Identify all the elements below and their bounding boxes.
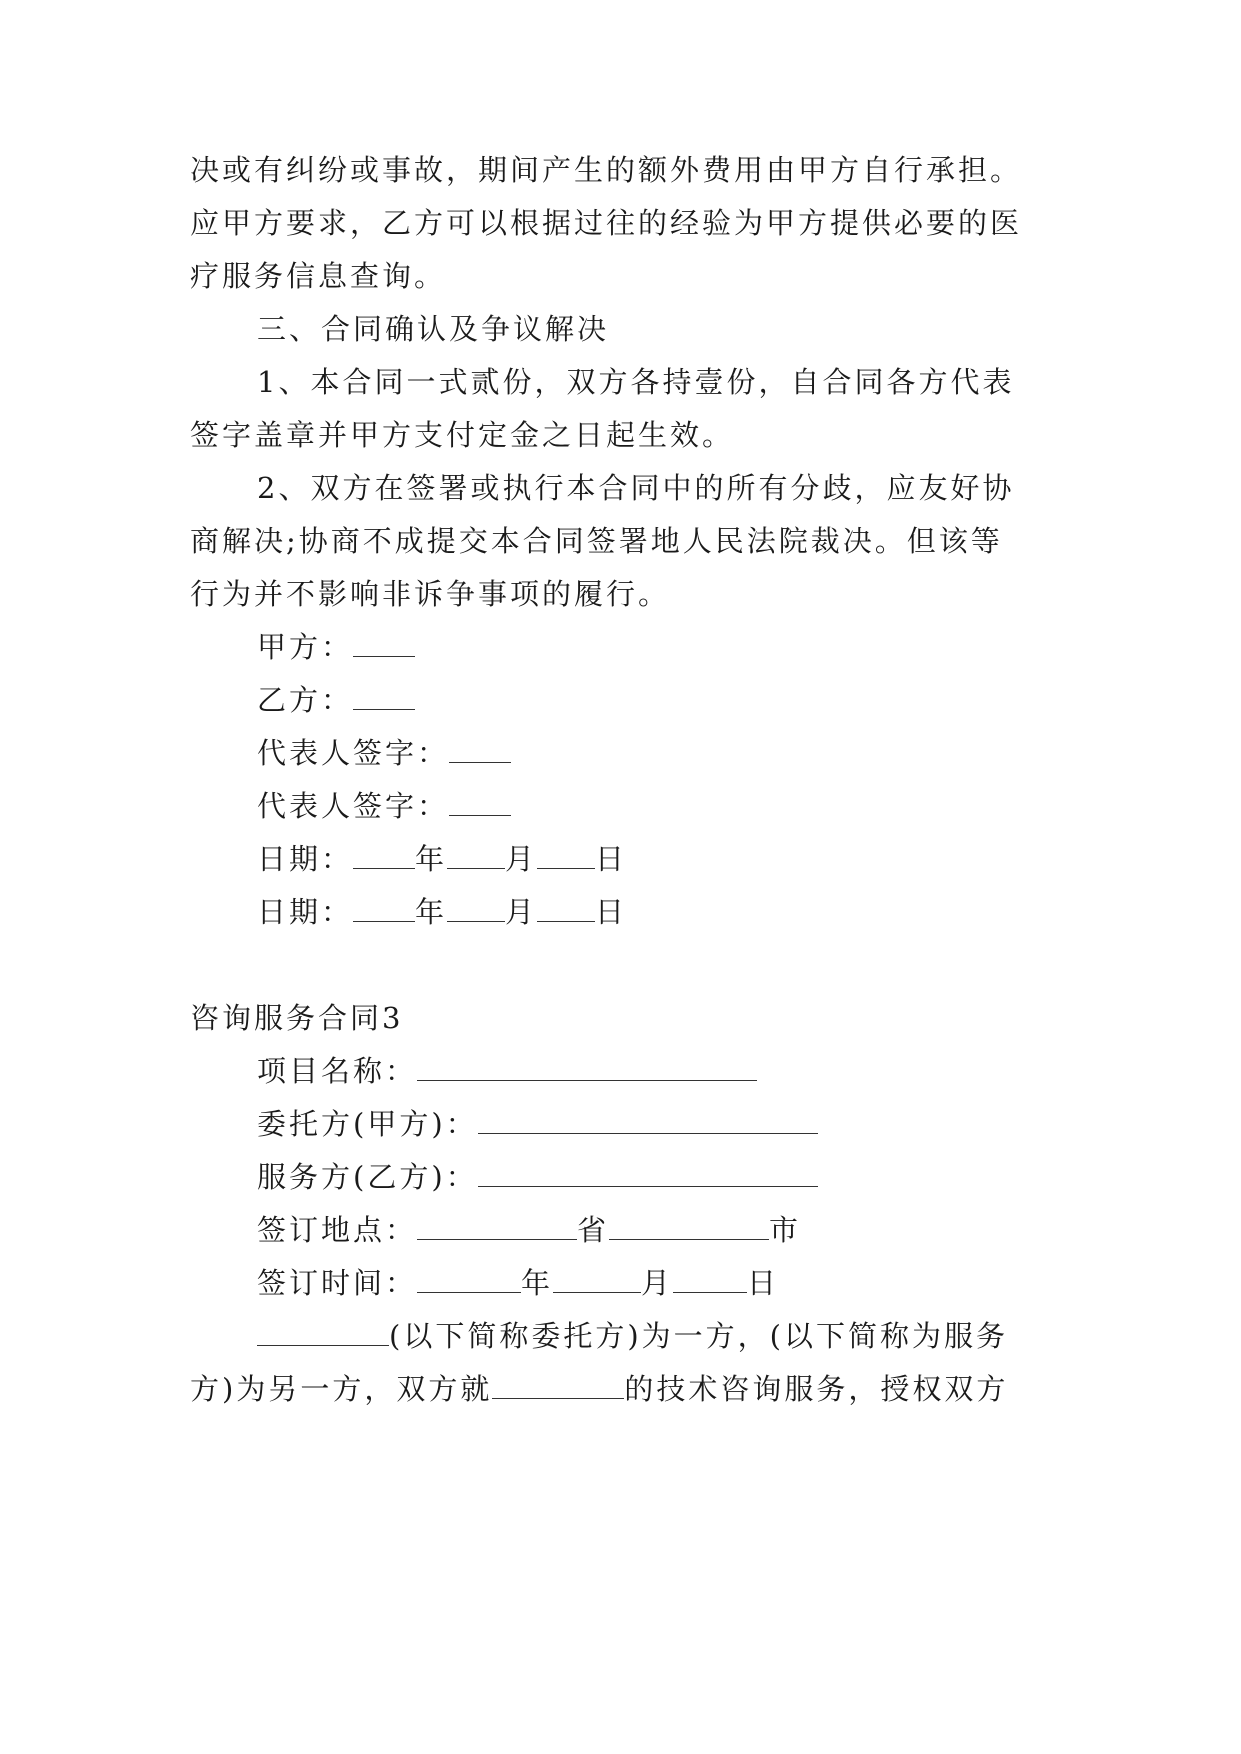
date-label: 日期： (257, 895, 354, 929)
year-label: 年 (415, 895, 448, 929)
province-blank (417, 1217, 577, 1240)
project-name-blank (417, 1058, 757, 1081)
date-row (257, 839, 627, 879)
clause-line: 签字盖章并甲方支付定金之日起生效。 (190, 418, 735, 452)
month-blank (447, 899, 505, 922)
month-label: 月 (505, 842, 538, 876)
year-blank (353, 899, 415, 922)
party-b-blank (353, 687, 415, 710)
provider-label: 服务方(乙方)： (257, 1160, 478, 1194)
date-row (257, 892, 627, 932)
rep-sign-blank (449, 740, 511, 763)
month-blank (553, 1270, 641, 1293)
clause-line: 行为并不影响非诉争事项的履行。 (190, 577, 671, 611)
party-a-label: 甲方： (257, 630, 354, 664)
service-subject-blank (492, 1376, 624, 1399)
section-heading: 三、合同确认及争议解决 (257, 312, 610, 346)
rep-signature-row (257, 786, 511, 826)
city-blank (609, 1217, 769, 1240)
signing-time-row (257, 1263, 779, 1303)
party-b-label: 乙方： (257, 683, 354, 717)
signing-place-row (257, 1210, 801, 1250)
year-label: 年 (521, 1266, 554, 1300)
signing-time-label: 签订时间： (257, 1266, 418, 1300)
party-b-signature-row (257, 680, 415, 720)
provider-blank (478, 1164, 818, 1187)
rep-signature-row (257, 733, 511, 773)
year-blank (417, 1270, 521, 1293)
day-blank (673, 1270, 747, 1293)
rep-sign-label: 代表人签字： (257, 736, 450, 770)
project-name-label: 项目名称： (257, 1054, 418, 1088)
client-blank (478, 1111, 818, 1134)
clause-line: 商解决;协商不成提交本合同签署地人民法院裁决。但该等 (190, 524, 1003, 558)
year-blank (353, 846, 415, 869)
intro-text: 的技术咨询服务，授权双方 (624, 1372, 1009, 1406)
day-label: 日 (747, 1266, 780, 1300)
party-a-blank (353, 634, 415, 657)
province-label: 省 (577, 1213, 610, 1247)
party-a-signature-row (257, 627, 415, 667)
intro-line (190, 1369, 1008, 1409)
paragraph-line: 疗服务信息查询。 (190, 259, 447, 293)
intro-line (257, 1316, 1008, 1356)
client-label: 委托方(甲方)： (257, 1107, 478, 1141)
rep-sign-label: 代表人签字： (257, 789, 450, 823)
month-label: 月 (641, 1266, 674, 1300)
paragraph-line: 应甲方要求，乙方可以根据过往的经验为甲方提供必要的医 (190, 206, 1023, 240)
intro-text: (以下简称委托方)为一方，(以下简称为服务 (389, 1319, 1008, 1353)
intro-text: 方)为另一方，双方就 (190, 1372, 493, 1406)
date-label: 日期： (257, 842, 354, 876)
day-blank (537, 846, 595, 869)
rep-sign-blank (449, 793, 511, 816)
client-name-blank (257, 1323, 389, 1346)
contract-title: 咨询服务合同3 (190, 1001, 404, 1035)
day-label: 日 (595, 842, 628, 876)
signing-place-label: 签订地点： (257, 1213, 418, 1247)
month-label: 月 (505, 895, 538, 929)
client-row (257, 1104, 818, 1144)
city-label: 市 (769, 1213, 802, 1247)
clause-line: 2、双方在签署或执行本合同中的所有分歧，应友好协 (257, 471, 1015, 505)
year-label: 年 (415, 842, 448, 876)
month-blank (447, 846, 505, 869)
day-blank (537, 899, 595, 922)
project-name-row (257, 1051, 757, 1091)
clause-line: 1、本合同一式贰份，双方各持壹份，自合同各方代表 (257, 365, 1015, 399)
provider-row (257, 1157, 818, 1197)
day-label: 日 (595, 895, 628, 929)
paragraph-line: 决或有纠纷或事故，期间产生的额外费用由甲方自行承担。 (190, 153, 1023, 187)
